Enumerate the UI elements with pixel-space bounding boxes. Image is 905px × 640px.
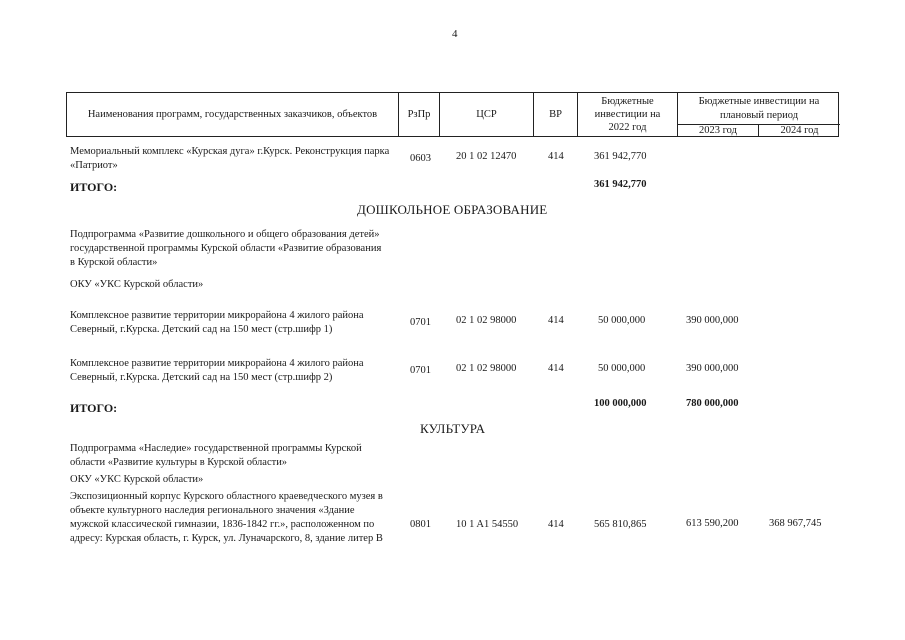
page-number: 4: [452, 28, 458, 40]
row-museum-rzpr: 0801: [410, 519, 431, 530]
row-kindergarten-2-rzpr: 0701: [410, 365, 431, 376]
row-museum-name: Экспозиционный корпус Курского областного краеведческого музея в объекте культурного наследия регионального значения «Здание мужской классической гимназии, 1836-1842 гг.», расположенном по адресу: Курская область, г. Курск, ул. Луначарского, 8, здание литер В: [70, 491, 383, 544]
customer-1: ОКУ «УКС Курской области»: [70, 279, 204, 290]
row-kindergarten-1-b2022: 50 000,000: [598, 315, 646, 326]
row-museum-vr: 414: [548, 519, 564, 530]
table-header: [66, 92, 839, 137]
row-museum-b2024: 368 967,745: [769, 518, 822, 529]
row-memorial-name: Мемориальный комплекс «Курская дуга» г.Курск. Реконструкция парка «Патриот»: [70, 146, 390, 171]
row-kindergarten-2-b2023: 390 000,000: [686, 363, 739, 374]
total-2-b2022: 100 000,000: [594, 398, 647, 409]
header-rzpr-column: РзПр: [399, 93, 440, 136]
total-1-b2022: 361 942,770: [594, 179, 647, 190]
row-memorial-b2022: 361 942,770: [594, 151, 647, 162]
row-memorial-rzpr: 0603: [410, 153, 431, 164]
row-kindergarten-1-csr: 02 1 02 98000: [456, 315, 517, 326]
row-kindergarten-2-b2022: 50 000,000: [598, 363, 646, 374]
header-planned-title: [678, 93, 840, 125]
header-budget-2022-column: [578, 93, 678, 136]
row-museum-b2022: 565 810,865: [594, 519, 647, 530]
header-planned-text: Бюджетные инвестиции на плановый период: [698, 96, 820, 121]
section-preschool: ДОШКОЛЬНОЕ ОБРАЗОВАНИЕ: [357, 202, 548, 217]
header-year-2023: 2023 год: [678, 124, 759, 137]
header-budget-2022-text: Бюджетные инвестиции на 2022 год: [594, 95, 661, 134]
row-kindergarten-1-vr: 414: [548, 315, 564, 326]
row-museum-b2023: 613 590,200: [686, 518, 739, 529]
row-kindergarten-2-csr: 02 1 02 98000: [456, 363, 517, 374]
total-1-label: ИТОГО:: [70, 180, 118, 194]
header-year-2024: 2024 год: [780, 124, 819, 136]
row-museum-csr: 10 1 A1 54550: [456, 519, 519, 530]
row-kindergarten-2-vr: 414: [548, 363, 564, 374]
row-kindergarten-1-name: Комплексное развитие территории микрорайона 4 жилого района Северный, г.Курска. Детский сад на 150 мест (стр.шифр 1): [70, 310, 364, 335]
row-kindergarten-1-rzpr: 0701: [410, 317, 431, 328]
total-2-b2023: 780 000,000: [686, 398, 739, 409]
total-2-label: ИТОГО:: [70, 401, 118, 415]
header-csr-column: ЦСР: [440, 93, 534, 136]
customer-2: ОКУ «УКС Курской области»: [70, 474, 204, 485]
row-memorial-csr: 20 1 02 12470: [456, 151, 517, 162]
row-memorial-vr: 414: [548, 151, 564, 162]
section-culture: КУЛЬТУРА: [420, 421, 486, 436]
header-planned-period: [678, 93, 840, 136]
header-name-column: Наименования программ, государственных заказчиков, объектов: [67, 93, 399, 136]
row-kindergarten-1-b2023: 390 000,000: [686, 315, 739, 326]
subprogram-heritage: Подпрограмма «Наследие» государственной программы Курской области «Развитие культуры в Курской области»: [70, 443, 362, 468]
row-kindergarten-2-name: Комплексное развитие территории микрорайона 4 жилого района Северный, г.Курска. Детский сад на 150 мест (стр.шифр 2): [70, 358, 364, 383]
header-vr-column: ВР: [534, 93, 578, 136]
subprogram-education: Подпрограмма «Развитие дошкольного и общего образования детей» государственной программы Курской области «Развитие образования в Курской области»: [70, 229, 382, 268]
